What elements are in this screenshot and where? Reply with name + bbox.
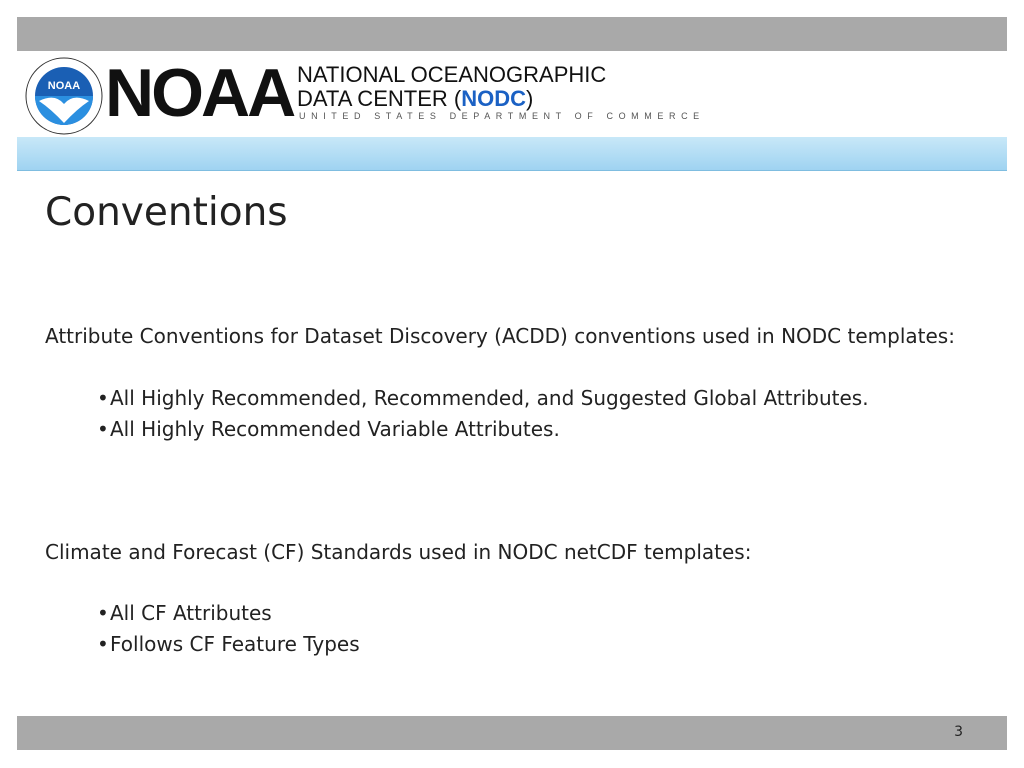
slide-title: Conventions	[45, 190, 288, 235]
bullet-dot-icon: •	[97, 386, 109, 410]
org-department-line: UNITED STATES DEPARTMENT OF COMMERCE	[299, 111, 705, 121]
top-gray-bar	[17, 17, 1007, 51]
header-blue-band	[17, 137, 1007, 171]
noaa-logo-text: NOAA	[105, 55, 294, 131]
bottom-gray-bar	[17, 716, 1007, 750]
bullet-text: Follows CF Feature Types	[110, 632, 360, 656]
org-line2-suffix: )	[525, 86, 534, 111]
bullet-dot-icon: •	[97, 632, 109, 656]
bullet-text: All CF Attributes	[110, 601, 272, 625]
section2-text: Climate and Forecast (CF) Standards used in NODC netCDF templates:	[45, 540, 752, 564]
section1-bullet	[97, 386, 869, 410]
section2-bullet	[97, 632, 360, 656]
bullet-text: All Highly Recommended, Recommended, and Suggested Global Attributes.	[110, 386, 869, 410]
section1-text: Attribute Conventions for Dataset Discovery (ACDD) conventions used in NODC templates:	[45, 324, 955, 348]
bullet-dot-icon: •	[97, 601, 109, 625]
header-logo-row	[17, 51, 1007, 137]
section1-bullet	[97, 417, 560, 441]
org-name-line1: NATIONAL OCEANOGRAPHIC	[297, 62, 607, 87]
noaa-seal-icon	[25, 57, 103, 135]
section2-bullet	[97, 601, 272, 625]
seal-label: NOAA	[47, 80, 81, 92]
nodc-acronym: NODC	[461, 86, 526, 111]
org-line2-prefix: DATA CENTER (	[297, 86, 462, 111]
bullet-dot-icon: •	[97, 417, 109, 441]
page-number: 3	[954, 724, 963, 740]
org-name-line2	[297, 87, 533, 111]
bullet-text: All Highly Recommended Variable Attributes.	[110, 417, 560, 441]
